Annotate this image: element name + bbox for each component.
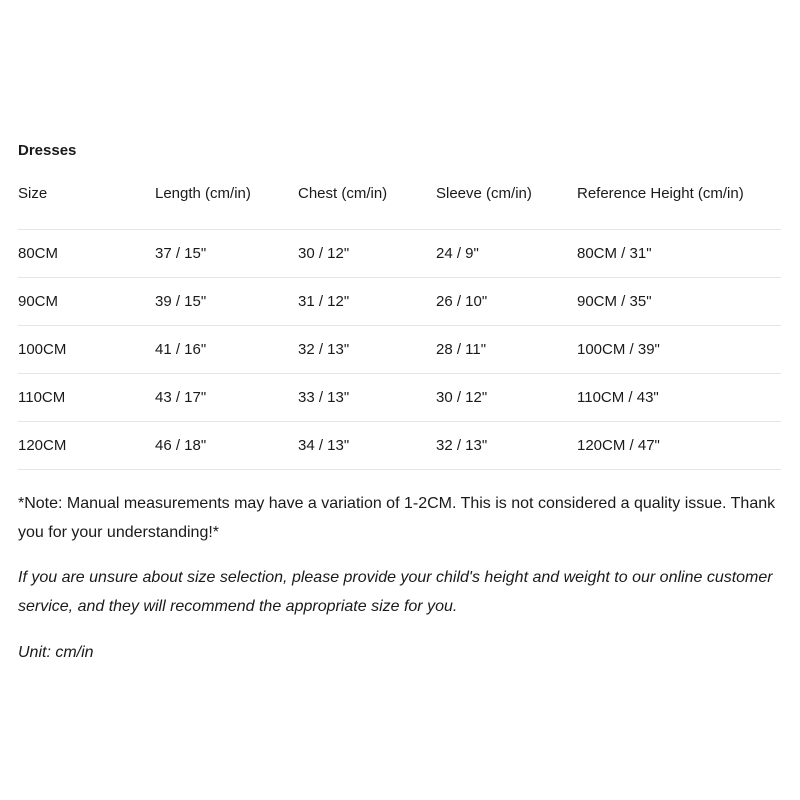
column-header-sleeve: Sleeve (cm/in): [436, 183, 577, 230]
column-header-size: Size: [18, 183, 155, 230]
column-header-chest: Chest (cm/in): [298, 183, 436, 230]
table-cell-chest: 31 / 12": [298, 278, 436, 326]
table-header-row: [18, 183, 781, 230]
measurement-note: *Note: Manual measurements may have a variation of 1-2CM. This is not considered a quality issue. Thank you for your understanding!*: [18, 495, 776, 541]
table-cell-chest: 33 / 13": [298, 374, 436, 422]
table-cell-reference-height: 110CM / 43": [577, 374, 781, 422]
size-table: [18, 183, 781, 470]
table-cell-reference-height: 80CM / 31": [577, 230, 781, 278]
table-row: [18, 422, 781, 470]
table-cell-size: 80CM: [18, 230, 155, 278]
column-header-length: Length (cm/in): [155, 183, 298, 230]
table-cell-length: 41 / 16": [155, 326, 298, 374]
table-cell-chest: 30 / 12": [298, 230, 436, 278]
size-advice: If you are unsure about size selection, please provide your child's height and weight to our online customer service, and they will recommend the appropriate size for you.: [18, 569, 773, 615]
table-row: [18, 374, 781, 422]
table-cell-reference-height: 100CM / 39": [577, 326, 781, 374]
table-cell-reference-height: 120CM / 47": [577, 422, 781, 470]
column-header-reference-height: Reference Height (cm/in): [577, 183, 781, 230]
table-row: [18, 230, 781, 278]
table-cell-size: 110CM: [18, 374, 155, 422]
table-cell-size: 100CM: [18, 326, 155, 374]
table-cell-chest: 32 / 13": [298, 326, 436, 374]
table-cell-sleeve: 26 / 10": [436, 278, 577, 326]
size-guide: [18, 140, 784, 667]
table-cell-length: 39 / 15": [155, 278, 298, 326]
table-cell-length: 46 / 18": [155, 422, 298, 470]
table-cell-length: 37 / 15": [155, 230, 298, 278]
table-cell-sleeve: 24 / 9": [436, 230, 577, 278]
section-title: Dresses: [18, 142, 77, 159]
unit-label: Unit: cm/in: [18, 644, 94, 661]
table-cell-reference-height: 90CM / 35": [577, 278, 781, 326]
table-row: [18, 278, 781, 326]
table-cell-length: 43 / 17": [155, 374, 298, 422]
table-cell-sleeve: 28 / 11": [436, 326, 577, 374]
table-row: [18, 326, 781, 374]
table-cell-sleeve: 30 / 12": [436, 374, 577, 422]
table-cell-size: 90CM: [18, 278, 155, 326]
table-cell-sleeve: 32 / 13": [436, 422, 577, 470]
table-cell-size: 120CM: [18, 422, 155, 470]
table-cell-chest: 34 / 13": [298, 422, 436, 470]
